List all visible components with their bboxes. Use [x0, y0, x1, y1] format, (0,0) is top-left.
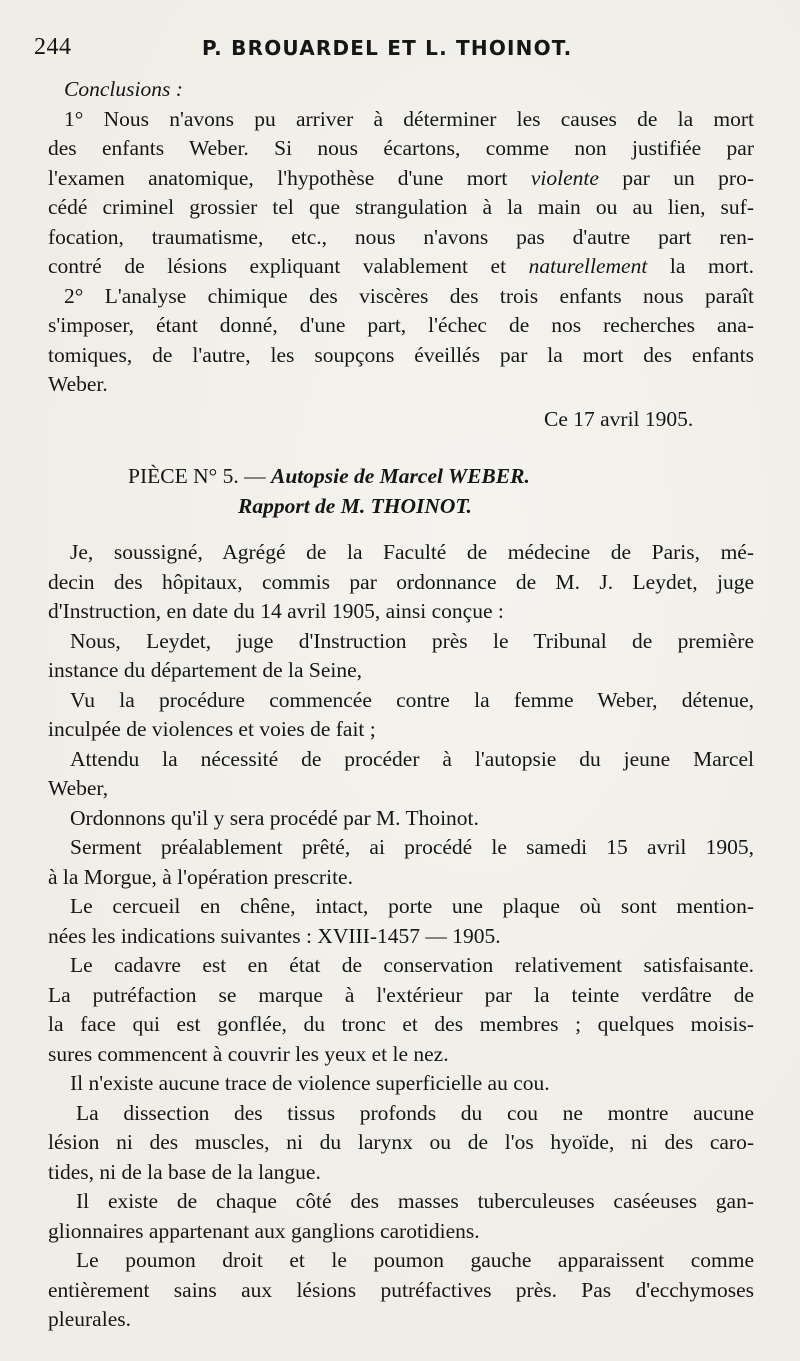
- text-line: focation, traumatisme, etc., nous n'avons pas d'autre part ren-: [48, 225, 754, 249]
- text-line: Il n'existe aucune trace de violence superficielle au cou.: [70, 1071, 550, 1095]
- text-line: 2° L'analyse chimique des viscères des trois enfants nous paraît: [64, 284, 754, 308]
- text-line: lésion ni des muscles, ni du larynx ou de l'os hyoïde, ni des caro-: [48, 1130, 754, 1154]
- text-line: Vu la procédure commencée contre la femme Weber, détenue,: [70, 688, 754, 712]
- date-line: Ce 17 avril 1905.: [544, 407, 694, 431]
- text-segment: l'examen anatomique, l'hypothèse d'une mort: [48, 166, 531, 190]
- text-line: decin des hôpitaux, commis par ordonnance de M. J. Leydet, juge: [48, 570, 754, 594]
- page-header: [34, 32, 750, 66]
- text-line: Attendu la nécessité de procéder à l'autopsie du jeune Marcel: [70, 747, 754, 771]
- text-line: nées les indications suivantes : XVIII-1457 — 1905.: [48, 924, 501, 948]
- piece-title-line2: Rapport de M. THOINOT.: [238, 494, 472, 518]
- text-line: Le cadavre est en état de conservation relativement satisfaisante.: [70, 953, 754, 977]
- text-line: Le cercueil en chêne, intact, porte une plaque où sont mention-: [70, 894, 754, 918]
- text-line: tomiques, de l'autre, les soupçons éveillés par la mort des enfants: [48, 343, 754, 367]
- text-line: Weber.: [48, 372, 108, 396]
- text-line: Le poumon droit et le poumon gauche apparaissent comme: [76, 1248, 754, 1272]
- text-line: inculpée de violences et voies de fait ;: [48, 717, 376, 741]
- text-line: d'Instruction, en date du 14 avril 1905, ainsi conçue :: [48, 599, 504, 623]
- text-line: Weber,: [48, 776, 109, 800]
- text-line: 1° Nous n'avons pu arriver à déterminer les causes de la mort: [64, 107, 754, 131]
- text-line: des enfants Weber. Si nous écartons, comme non justifiée par: [48, 136, 754, 160]
- text-line: s'imposer, étant donné, d'une part, l'échec de nos recherches ana-: [48, 313, 754, 337]
- text-line: sures commencent à couvrir les yeux et le nez.: [48, 1042, 449, 1066]
- piece-subject: Autopsie de Marcel WEBER.: [270, 464, 530, 488]
- text-line: La putréfaction se marque à l'extérieur par la teinte verdâtre de: [48, 983, 754, 1007]
- text-segment: par un pro-: [598, 166, 755, 190]
- text-line: Il existe de chaque côté des masses tuberculeuses caséeuses gan-: [76, 1189, 754, 1213]
- text-line: Je, soussigné, Agrégé de la Faculté de médecine de Paris, mé-: [70, 540, 754, 564]
- text-line: Nous, Leydet, juge d'Instruction près le Tribunal de première: [70, 629, 754, 653]
- text-line: tides, ni de la base de la langue.: [48, 1160, 321, 1184]
- text-line: La dissection des tissus profonds du cou ne montre aucune: [76, 1101, 754, 1125]
- text-line: la face qui est gonflée, du tronc et des membres ; quelques moisis-: [48, 1012, 754, 1036]
- text-line: Ordonnons qu'il y sera procédé par M. Thoinot.: [70, 806, 479, 830]
- text-line-with-italic: [48, 164, 754, 193]
- piece-number: PIÈCE N° 5. —: [128, 464, 271, 488]
- page-number: 244: [34, 34, 72, 60]
- piece-title-line1: [128, 462, 800, 491]
- text-line: Serment préalablement prêté, ai procédé le samedi 15 avril 1905,: [70, 835, 754, 859]
- text-line: pleurales.: [48, 1307, 131, 1331]
- text-line-with-italic: [48, 252, 754, 281]
- text-segment: la mort.: [647, 254, 754, 278]
- italic-word: naturellement: [528, 254, 648, 278]
- text-line: cédé criminel grossier tel que strangulation à la main ou au lien, suf-: [48, 195, 754, 219]
- conclusions-label: Conclusions :: [64, 77, 183, 101]
- running-head: P. BROUARDEL ET L. THOINOT.: [202, 36, 573, 60]
- text-line: instance du département de la Seine,: [48, 658, 363, 682]
- text-line: glionnaires appartenant aux ganglions carotidiens.: [48, 1219, 480, 1243]
- text-line: entièrement sains aux lésions putréfactives près. Pas d'ecchymoses: [48, 1278, 754, 1302]
- italic-word: violente: [530, 166, 599, 190]
- text-segment: contré de lésions expliquant valablement et: [48, 254, 529, 278]
- text-line: à la Morgue, à l'opération prescrite.: [48, 865, 353, 889]
